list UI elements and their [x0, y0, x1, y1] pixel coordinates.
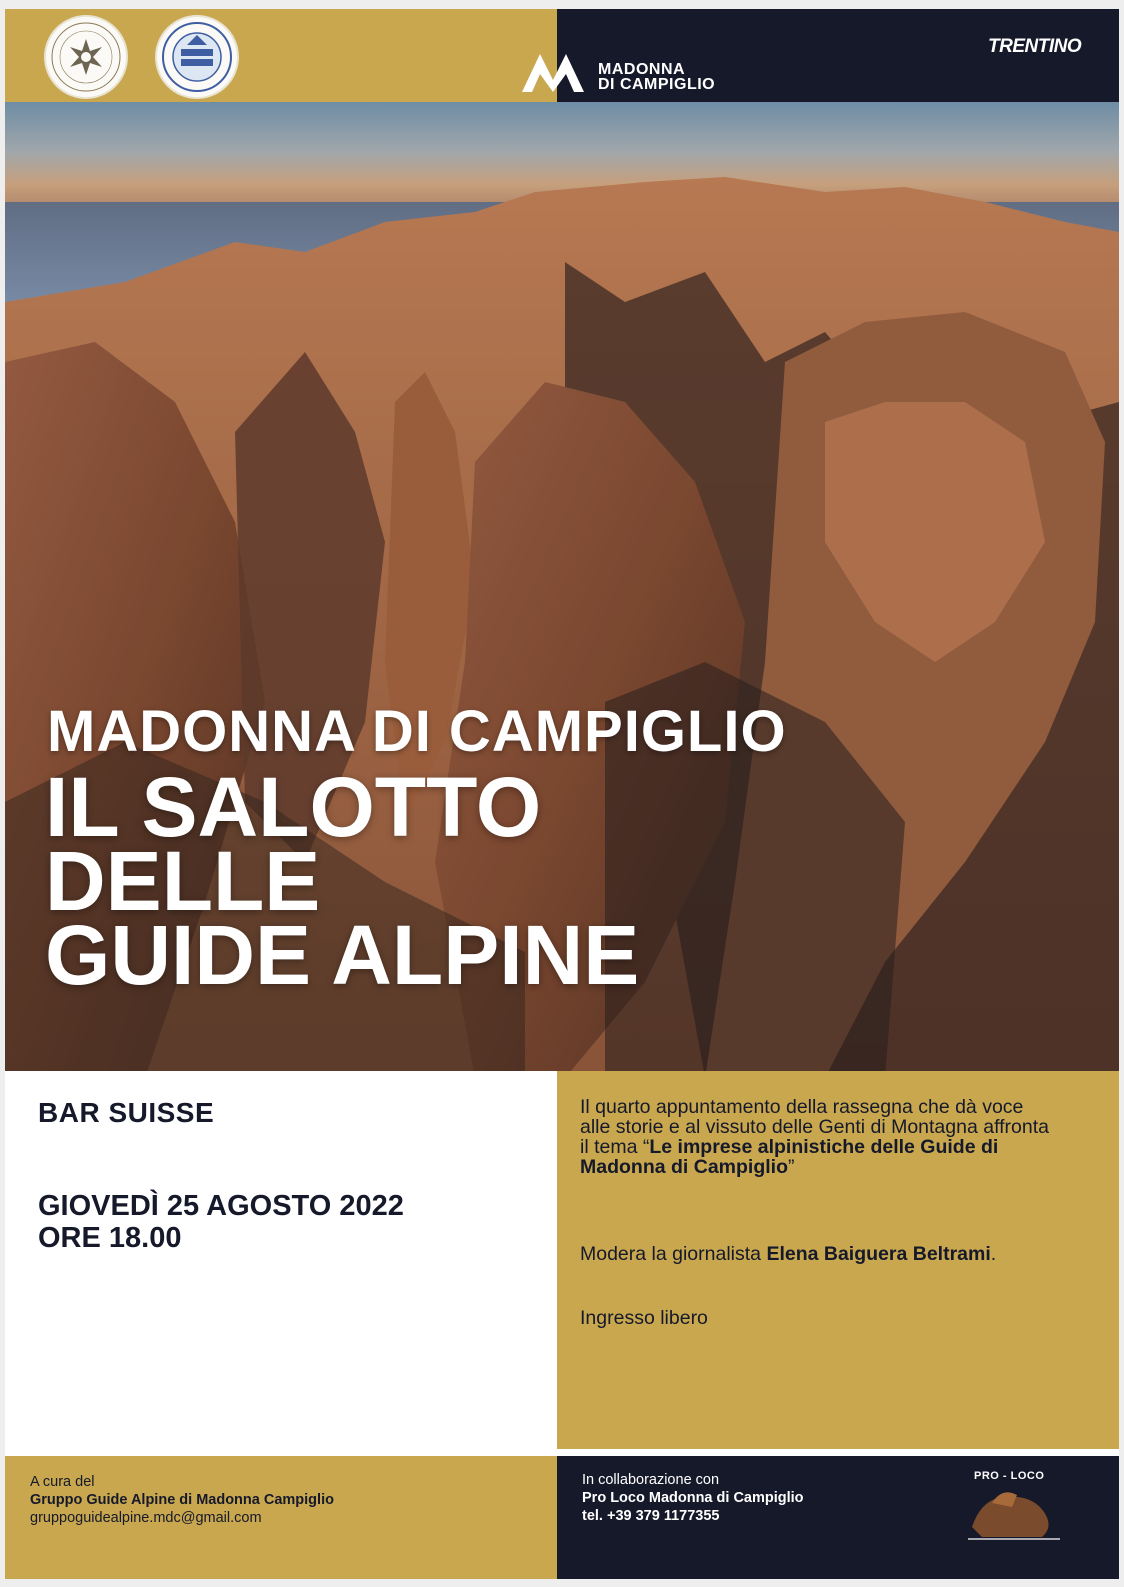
collab-org: Pro Loco Madonna di Campiglio: [582, 1490, 804, 1506]
madonna-campiglio-logo-icon: [520, 48, 586, 93]
moderator-name: Elena Baiguera Beltrami: [766, 1243, 991, 1265]
footer-collab: [582, 1471, 804, 1525]
event-time: ORE 18.00: [38, 1222, 182, 1254]
event-datetime: [38, 1190, 404, 1254]
credit-org: Gruppo Guide Alpine di Madonna Campiglio: [30, 1492, 334, 1508]
description-intro: Il quarto appuntamento della rassegna che dà voce alle storie e al vissuto delle Genti di Montagna affronta il tema “: [580, 1096, 1049, 1158]
moderator-prefix: Modera la giornalista: [580, 1243, 767, 1265]
guide-alpine-seal-icon: [44, 15, 128, 99]
hero-title-line-3: GUIDE ALPINE: [45, 908, 640, 1002]
trentino-logo: TRENTINO: [988, 36, 1082, 57]
footer-credit: [30, 1473, 334, 1527]
credit-label: A cura del: [30, 1474, 95, 1490]
brand-line-2: DI CAMPIGLIO: [598, 76, 716, 93]
credit-email: gruppoguidealpine.mdc@gmail.com: [30, 1510, 262, 1526]
collab-label: In collaborazione con: [582, 1472, 720, 1488]
brand-name: [598, 62, 715, 92]
event-entry: Ingresso libero: [580, 1307, 708, 1329]
hero-subtitle: MADONNA DI CAMPIGLIO: [47, 699, 787, 764]
hero-title-line-2: DELLE: [45, 834, 321, 928]
moderator-suffix: .: [990, 1243, 997, 1265]
hero-title: [45, 760, 640, 1002]
event-date: GIOVEDÌ 25 AGOSTO 2022: [38, 1190, 404, 1222]
event-moderator: [580, 1243, 996, 1266]
brand-line-1: MADONNA: [598, 61, 686, 78]
pro-loco-label: PRO - LOCO: [974, 1470, 1045, 1482]
collab-phone: tel. +39 379 1177355: [582, 1508, 720, 1524]
event-venue: BAR SUISSE: [38, 1097, 215, 1128]
hero-photo: [5, 102, 1119, 1078]
description-theme-close: ”: [788, 1156, 795, 1178]
description-theme: Le imprese alpinistiche delle Guide di Madonna di Campiglio: [580, 1136, 999, 1178]
event-description: [580, 1097, 1050, 1177]
hero-title-line-1: IL SALOTTO: [45, 760, 542, 854]
ivbv-uiagm-seal-icon: [155, 15, 239, 99]
